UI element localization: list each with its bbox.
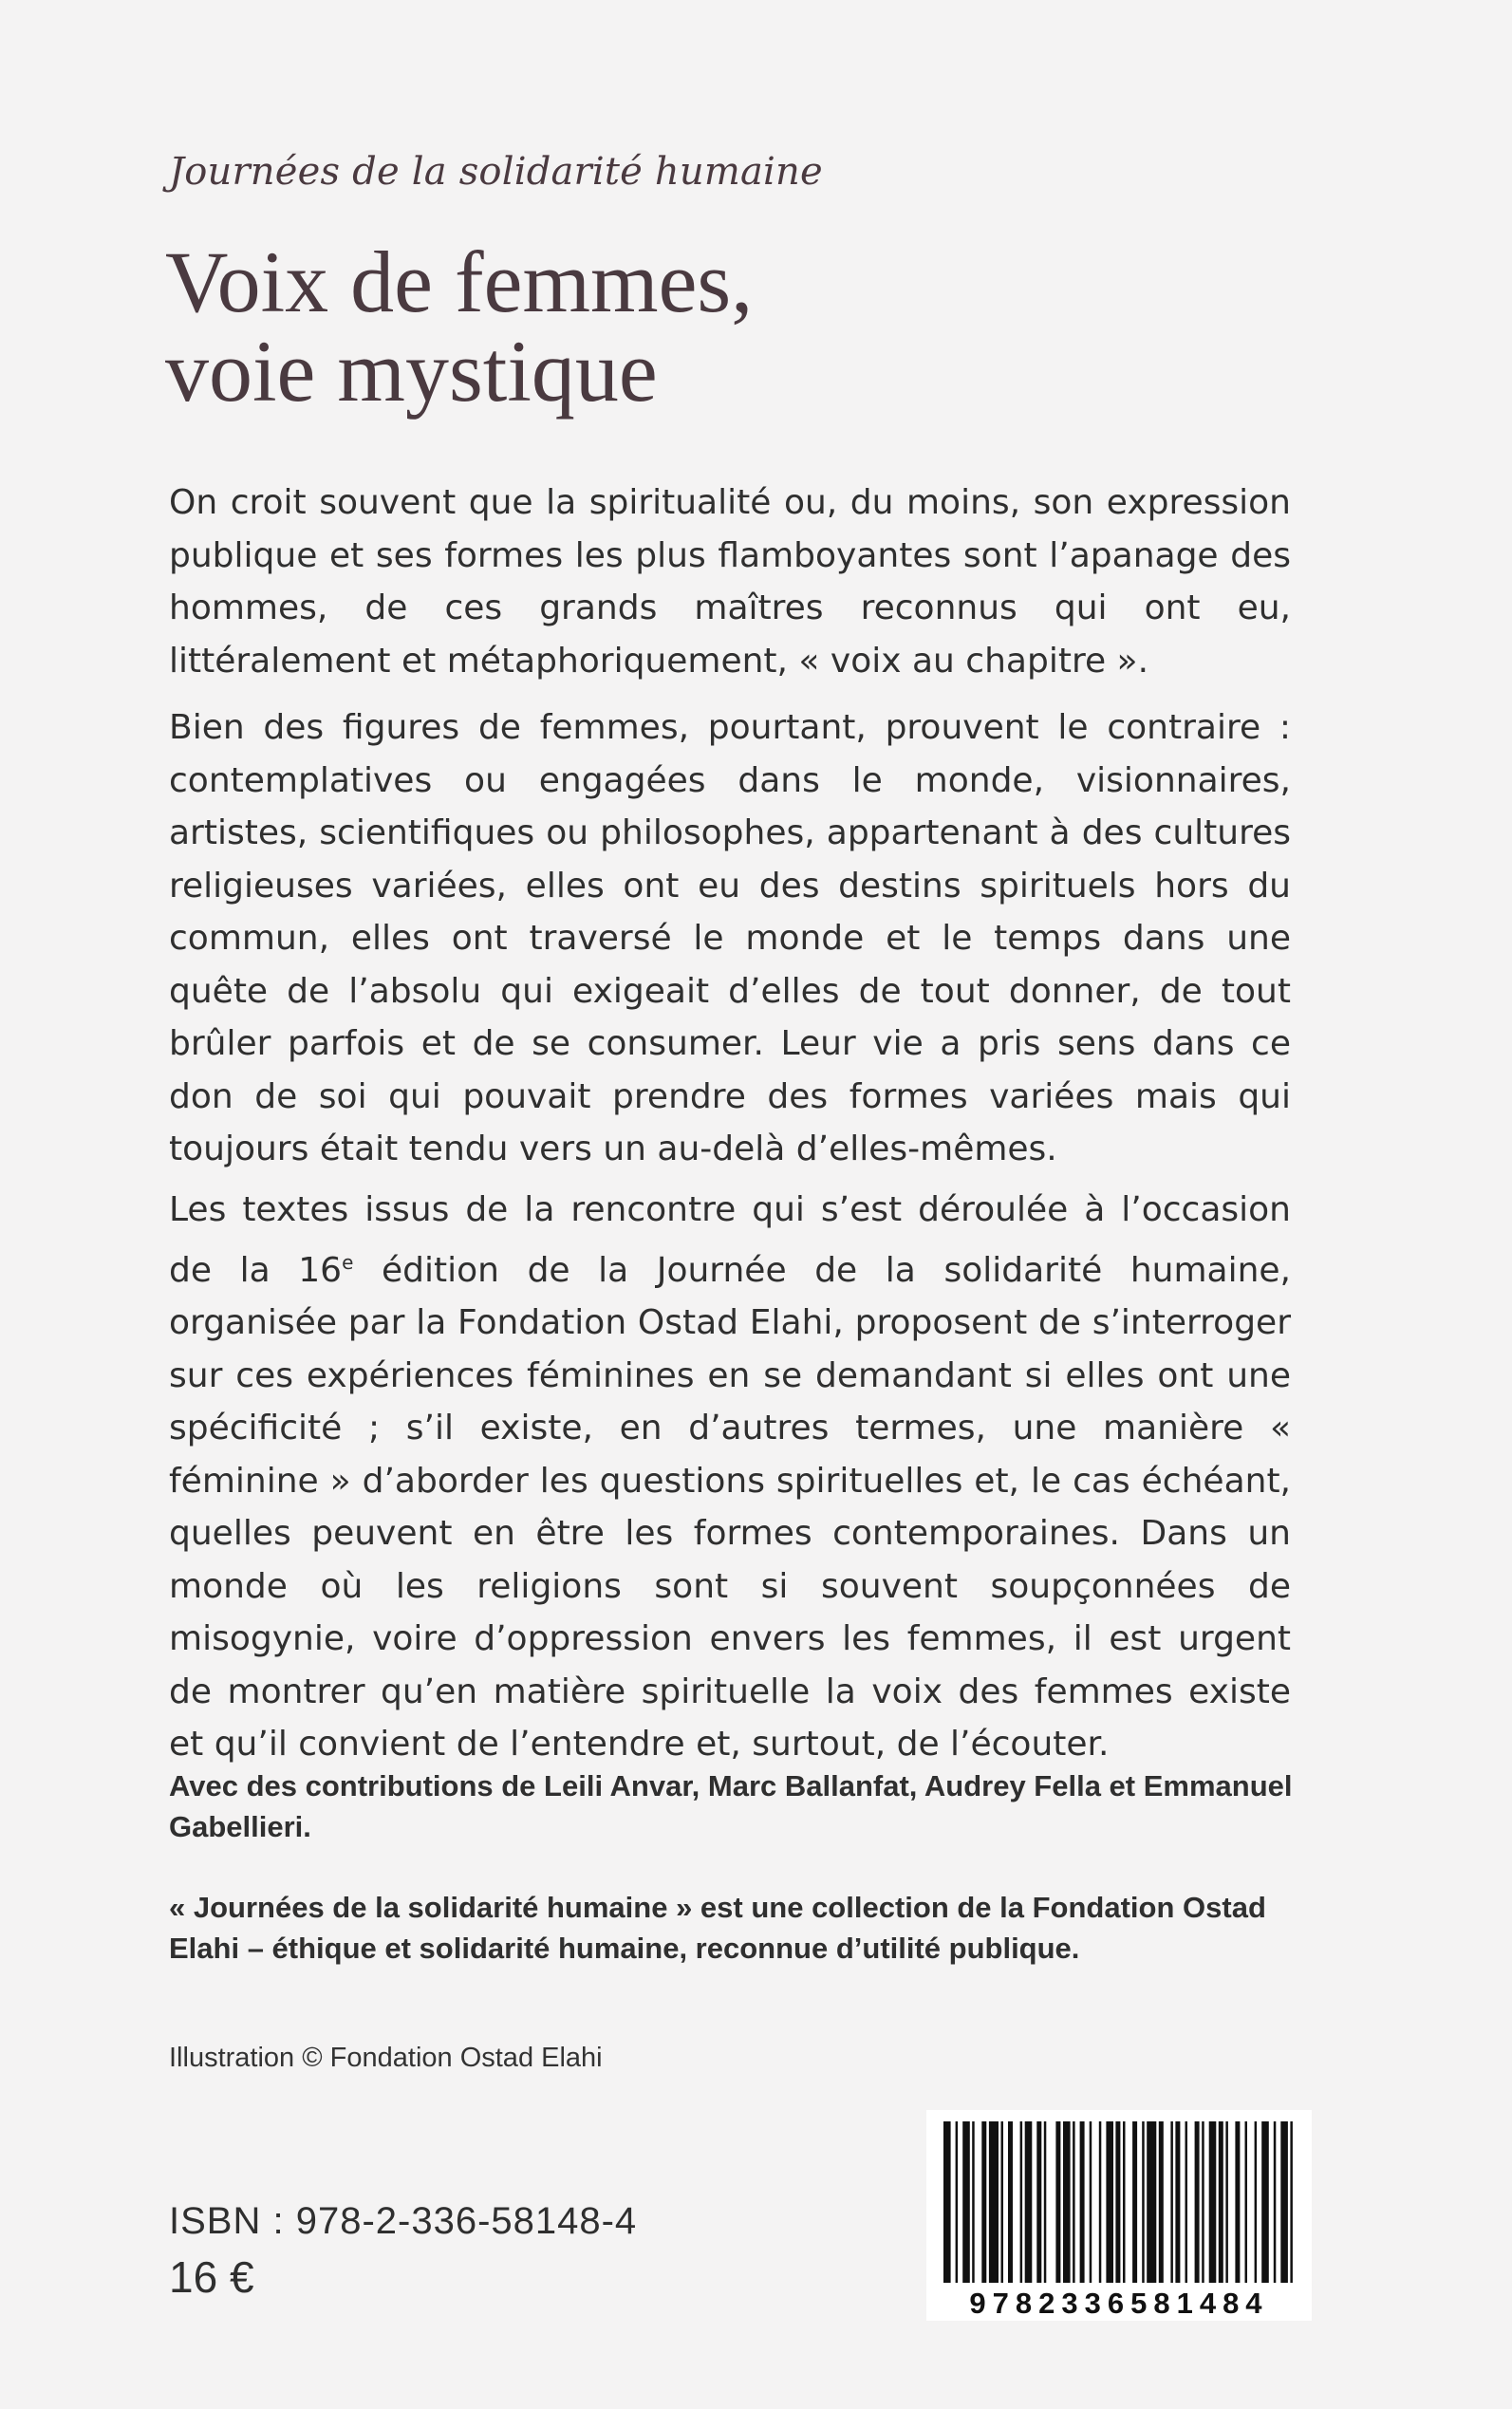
barcode-bar <box>1195 2121 1200 2283</box>
blurb-paragraph-2: Bien des figures de femmes, pourtant, prouvent le contraire : contemplatives ou engagées dans le monde, visionnaires, artistes, scientifiques ou philosophes, appartenant à des cultures religieuses variées, elles ont eu des destins spirituels hors du commun, elles ont traversé le monde et le temps dans une quête de l’absolu qui exigeait d’elles de tout donner, de tout brûler parfois et de se consumer. Leur vie a pris sens dans ce don de soi qui pouvait prendre des formes variées mais qui toujours était tendu vers un au-delà d’elles-mêmes. <box>169 708 1291 1168</box>
book-title <box>165 233 754 420</box>
blurb-paragraph-1: On croit souvent que la spiritualité ou, du moins, son expression publique et ses formes les plus flamboyantes sont l’apanage des hommes, de ces grands maîtres reconnus qui ont eu, littéralement et métaphoriquement, « voix au chapitre ». <box>169 483 1291 681</box>
barcode-bar <box>1073 2121 1075 2283</box>
series-title: Journées de la solidarité humaine <box>169 150 823 194</box>
barcode-bar <box>1261 2121 1269 2283</box>
barcode-bar <box>1115 2121 1120 2283</box>
barcode <box>926 2110 1312 2321</box>
barcode-digits: 9782336581484 <box>969 2287 1269 2320</box>
barcode-bar <box>1235 2121 1240 2283</box>
barcode-bar <box>1202 2121 1204 2283</box>
barcode-bar <box>981 2121 986 2283</box>
barcode-bar <box>1001 2121 1004 2283</box>
barcode-bar <box>1063 2121 1071 2283</box>
barcode-bar <box>1175 2121 1180 2283</box>
barcode-bars <box>926 2110 1312 2287</box>
barcode-bar <box>972 2121 975 2283</box>
barcode-bar <box>989 2121 999 2283</box>
barcode-bar <box>1036 2121 1041 2283</box>
barcode-bar <box>962 2121 970 2283</box>
illustration-credit: Illustration © Fondation Ostad Elahi <box>169 2043 603 2073</box>
ordinal-superscript: e <box>342 1250 354 1274</box>
barcode-bar <box>1255 2121 1258 2283</box>
barcode-bar <box>1132 2121 1137 2283</box>
collection-note: « Journées de la solidarité humaine » est une collection de la Fondation Ostad Elahi – éthique et solidarité humaine, reconnue d’utilité publique. <box>169 1891 1266 1965</box>
paragraph-3-start: Les textes issus de la rencontre qui s’est déroulée à l’occasion de la 16 <box>169 1190 1291 1290</box>
blurb-paragraph-3 <box>169 1184 1291 1771</box>
barcode-bar <box>1290 2121 1293 2283</box>
barcode-bar <box>1225 2121 1228 2283</box>
barcode-bar <box>1025 2121 1033 2283</box>
barcode-bar <box>1219 2121 1223 2283</box>
barcode-bar <box>1106 2121 1113 2283</box>
barcode-bar <box>1159 2121 1164 2283</box>
barcode-bar <box>1090 2121 1092 2283</box>
barcode-bar <box>1147 2121 1156 2283</box>
barcode-bar <box>1245 2121 1248 2283</box>
barcode-bar <box>1099 2121 1102 2283</box>
book-title-line-2: voie mystique <box>165 323 658 420</box>
barcode-bar <box>1170 2121 1173 2283</box>
barcode-bar <box>956 2121 959 2283</box>
barcode-bar <box>1274 2121 1277 2283</box>
barcode-bar <box>1142 2121 1145 2283</box>
paragraph-3-end: édition de la Journée de la solidarité humaine, organisée par la Fondation Ostad Elahi, proposent de s’interroger sur ces expériences féminines en se demandant si elles ont une spécificité ; s’il existe, en d’autres termes, une manière « féminine » d’aborder les questions spirituelles et, le cas échéant, quelles peuvent en être les formes contemporaines. Dans un monde où les religions sont si souvent soupçonnées de misogynie, voire d’oppression envers les femmes, il est urgent de montrer qu’en matière spirituelle la voix des femmes existe et qu’il convient de l’entendre et, surtout, de l’écouter. <box>169 1250 1292 1764</box>
isbn: ISBN : 978-2-336-58148-4 <box>169 2200 638 2242</box>
price: 16 € <box>169 2252 254 2302</box>
barcode-bar <box>1280 2121 1288 2283</box>
book-title-line-1: Voix de femmes, <box>165 233 754 330</box>
barcode-bar <box>1020 2121 1023 2283</box>
barcode-bar <box>1055 2121 1060 2283</box>
barcode-bar <box>1123 2121 1126 2283</box>
barcode-bar <box>1185 2121 1188 2283</box>
barcode-bar <box>1044 2121 1047 2283</box>
barcode-bar <box>1080 2121 1085 2283</box>
contributors-note: Avec des contributions de Leili Anvar, Marc Ballanfat, Audrey Fella et Emmanuel Gabellieri. <box>169 1769 1293 1843</box>
barcode-bar <box>1209 2121 1217 2283</box>
barcode-bar <box>1008 2121 1013 2283</box>
barcode-bar <box>943 2121 951 2283</box>
